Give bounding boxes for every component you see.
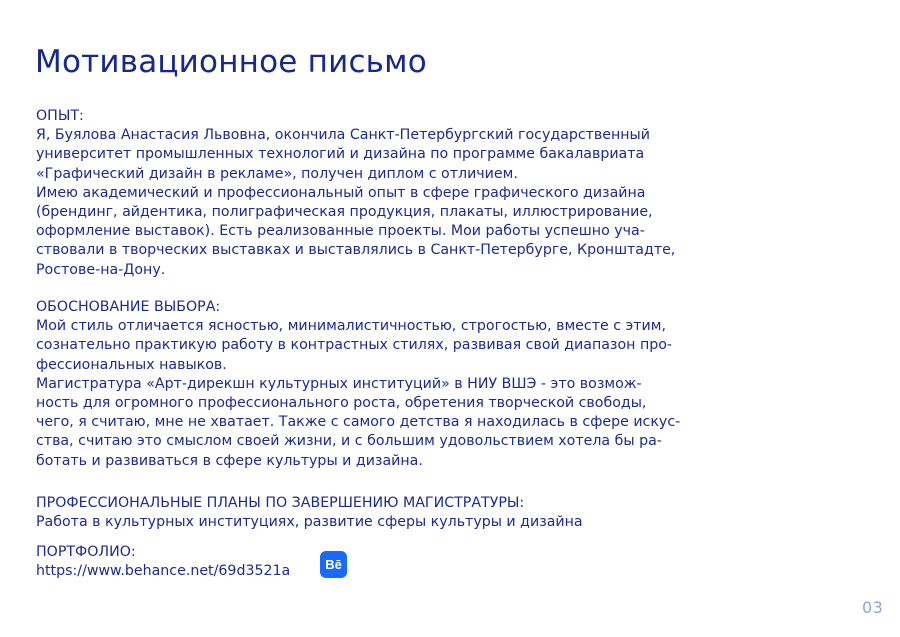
portfolio-heading: ПОРТФОЛИО: <box>36 544 136 560</box>
choice-line: Мой стиль отличается ясностью, минималистичностью, строгостью, вместе с этим, <box>36 318 666 335</box>
experience-line: университет промышленных технологий и дизайна по программе бакалавриата <box>36 146 645 163</box>
choice-line: фессиональных навыков. <box>36 356 227 373</box>
choice-heading: ОБОСНОВАНИЕ ВЫБОРА: <box>36 299 221 315</box>
behance-icon[interactable]: Bē <box>320 551 347 578</box>
choice-line: ботать и развиваться в сфере культуры и дизайна. <box>36 452 423 469</box>
choice-line: чего, я считаю, мне не хватает. Также с самого детства я находилась в сфере искус- <box>36 414 681 431</box>
portfolio-link[interactable]: https://www.behance.net/69d3521a <box>36 563 291 580</box>
experience-line: «Графический дизайн в рекламе», получен диплом с отличием. <box>36 165 518 182</box>
experience-line: (брендинг, айдентика, полиграфическая продукция, плакаты, иллюстрирование, <box>36 204 653 221</box>
choice-line: сознательно практикую работу в контрастных стилях, развивая свой диапазон про- <box>36 337 673 354</box>
choice-section <box>36 298 716 471</box>
plans-section <box>36 494 716 532</box>
experience-line: Имею академический и профессиональный опыт в сфере графического дизайна <box>36 184 646 201</box>
experience-section <box>36 107 716 280</box>
experience-line: оформление выставок). Есть реализованные проекты. Мои работы успешно уча- <box>36 223 645 240</box>
experience-line: Я, Буялова Анастасия Львовна, окончила Санкт-Петербургский государственный <box>36 127 650 144</box>
experience-heading: ОПЫТ: <box>36 108 84 124</box>
plans-heading: ПРОФЕССИОНАЛЬНЫЕ ПЛАНЫ ПО ЗАВЕРШЕНИЮ МАГИСТРАТУРЫ: <box>36 495 525 511</box>
choice-line: ства, считаю это смыслом своей жизни, и с большим удовольствием хотела бы ра- <box>36 433 662 450</box>
experience-line: Ростове-на-Дону. <box>36 261 166 278</box>
page-title: Мотивационное письмо <box>35 44 427 80</box>
choice-line: ность для огромного профессионального роста, обретения творческой свободы, <box>36 395 647 412</box>
experience-line: ствовали в творческих выставках и выставлялись в Санкт-Петербурге, Кронштадте, <box>36 242 676 259</box>
choice-line: Магистратура «Арт-дирекшн культурных институций» в НИУ ВШЭ - это возмож- <box>36 375 642 392</box>
portfolio-section <box>36 543 716 581</box>
plans-line: Работа в культурных институциях, развитие сферы культуры и дизайна <box>36 514 583 531</box>
page-number: 03 <box>862 598 884 617</box>
